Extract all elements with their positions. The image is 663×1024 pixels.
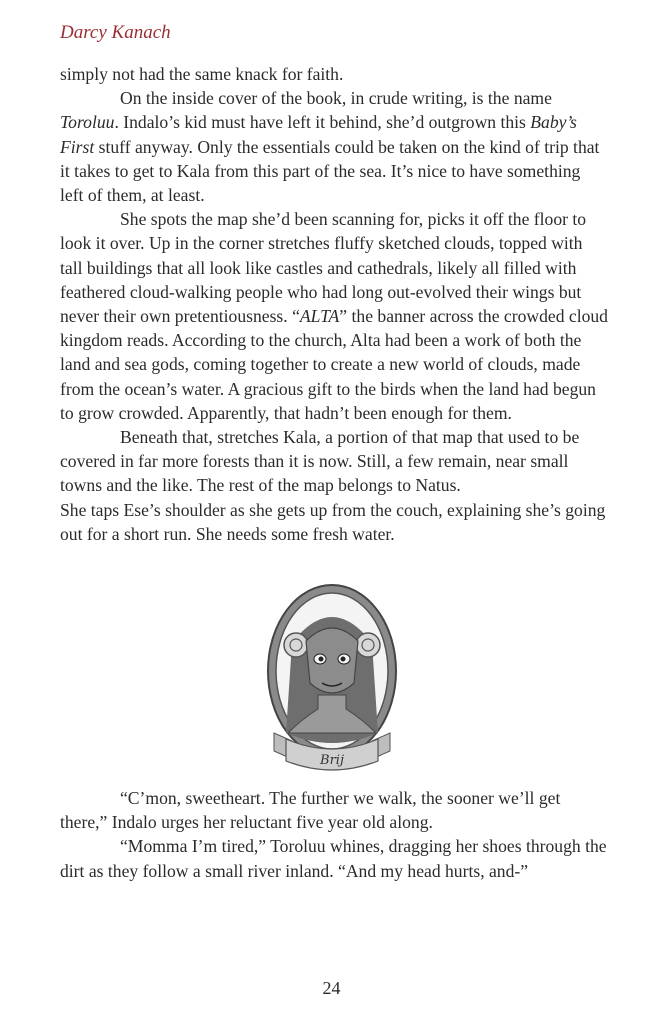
portrait-frame-illustration xyxy=(262,583,402,779)
paragraph-2-part-b: . Indalo’s kid must have left it behind, she’d outgrown this xyxy=(114,112,531,133)
portrait-caption: Brij xyxy=(320,753,344,768)
body-text-bottom xyxy=(60,786,608,883)
name-toroluu: Toroluu xyxy=(60,112,115,133)
paragraph-2 xyxy=(60,86,608,207)
paragraph-1: simply not had the same knack for faith. xyxy=(60,64,344,84)
paragraph-2-part-a: On the inside cover of the book, in crude writing, is the name xyxy=(120,88,552,109)
paragraph-4: Beneath that, stretches Kala, a portion of that map that used to be covered in far more forests than it is now. Still, a few remain, near small towns and the like. The rest of the map belongs to Natus. xyxy=(60,427,580,496)
paragraph-2-part-c: stuff anyway. Only the essentials could be taken on the kind of trip that it takes to get to Kala from this part of the sea. It’s nice to have something left of them, at least. xyxy=(60,136,600,206)
paragraph-3-part-a: She spots the map she’d been scanning for, picks it off the floor to look it over. Up in the corner stretches fluffy sketched clouds, topped with tall buildings that all look like castles and cathedrals, likely all filled with feathered cloud-walking people who had long out-evolved their wings but never their own pretentiousness. “ xyxy=(60,209,587,327)
paragraph-3 xyxy=(60,207,608,425)
body-text-top xyxy=(60,62,608,546)
paragraph-5: She taps Ese’s shoulder as she gets up from the couch, explaining she’s going out for a short run. She needs some fresh water. xyxy=(60,499,606,544)
banner-alta: ALTA xyxy=(299,306,340,327)
paragraph-3-part-b: ” the banner across the crowded cloud kingdom reads. According to the church, Alta had been a work of both the land and sea gods, coming together to create a new world of clouds, made from the ocean’s water. A gracious gift to the birds when the land had begun to grow crowded. Apparently, that hadn’t been enough for them. xyxy=(60,306,608,423)
paragraph-7: “Momma I’m tired,” Toroluu whines, dragging her shoes through the dirt as they follow a small river inland. “And my head hurts, and-” xyxy=(60,836,607,881)
paragraph-6: “C’mon, sweetheart. The further we walk, the sooner we’ll get there,” Indalo urges her reluctant five year old along. xyxy=(60,788,561,833)
page-number: 24 xyxy=(322,978,341,998)
character-portrait xyxy=(262,583,402,779)
book-title: Baby’s First xyxy=(60,112,577,157)
running-header-author: Darcy Kanach xyxy=(60,22,171,43)
